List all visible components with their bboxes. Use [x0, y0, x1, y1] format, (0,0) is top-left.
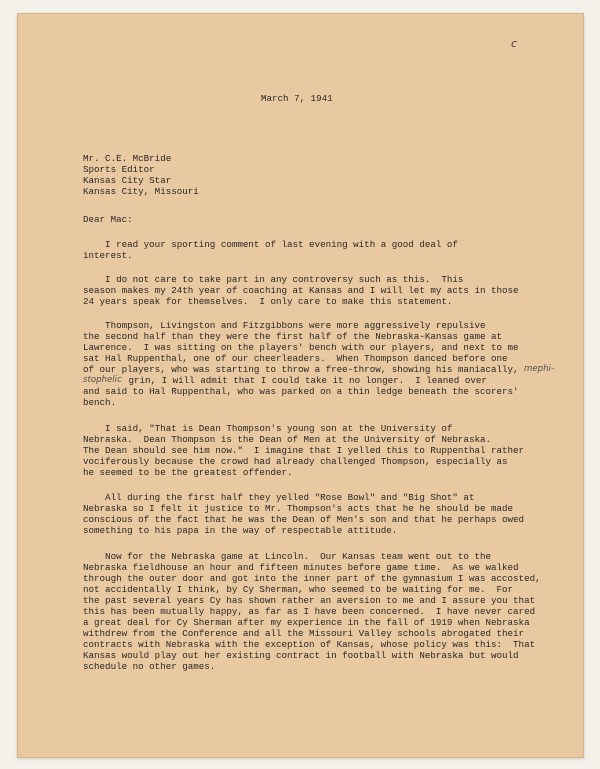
text-line: The Dean should see him now." I imagine that I yelled this to Ruppenthal rather	[83, 445, 525, 456]
handwritten-insertion: stophelic	[83, 375, 122, 385]
text-line: Kansas would play out her existing contract in football with Nebraska but would	[83, 650, 519, 661]
handwritten-insertion: mephi-	[524, 364, 555, 374]
text-line: something to his papa in the way of respectable attitude.	[83, 525, 398, 536]
text-line: grin, I will admit that I could take it no longer. I leaned over	[123, 375, 487, 386]
text-line: Nebraska so I felt it justice to Mr. Thompson's acts that he he should be made	[83, 503, 514, 514]
address-line: Kansas City Star	[83, 175, 172, 186]
text-line: withdrew from the Conference and all the Missouri Valley schools abrogated their	[83, 628, 525, 639]
text-line: this has been mutually happy, as far as I have been concerned. I have never cared	[83, 606, 536, 617]
text-line: Now for the Nebraska game at Lincoln. Our Kansas team went out to the	[83, 551, 491, 562]
corner-pencil-mark: c	[511, 37, 518, 50]
text-line: Nebraska. Dean Thompson is the Dean of Men at the University of Nebraska.	[83, 434, 491, 445]
text-line: sat Hal Ruppenthal, one of our cheerleaders. When Thompson danced before one	[83, 353, 508, 364]
text-line: vociferously because the crowd had already challenged Thompson, especially as	[83, 456, 508, 467]
letter-page	[17, 13, 584, 758]
text-line: the second half than they were the first half of the Nebraska-Kansas game at	[83, 331, 503, 342]
text-line: Nebraska fieldhouse an hour and fifteen minutes before game time. As we walked	[83, 562, 519, 573]
address-line: Mr. C.E. McBride	[83, 153, 172, 164]
text-line: conscious of the fact that he was the Dean of Men's son and that he perhaps owed	[83, 514, 525, 525]
letter-date: March 7, 1941	[261, 93, 333, 104]
text-line: I read your sporting comment of last evening with a good deal of	[83, 239, 458, 250]
text-line: contracts with Nebraska with the exception of Kansas, whose policy was this: That	[83, 639, 536, 650]
address-line: Kansas City, Missouri	[83, 186, 199, 197]
text-line: All during the first half they yelled "Rose Bowl" and "Big Shot" at	[83, 492, 475, 503]
text-line: of our players, who was starting to throw a free-throw, showing his maniacally,	[83, 364, 519, 375]
text-line: and said to Hal Ruppenthal, who was parked on a thin ledge beneath the scorers'	[83, 386, 519, 397]
text-line: he seemed to be the greatest offender.	[83, 467, 293, 478]
text-line: not accidentally I think, by Cy Sherman, who seemed to be waiting for me. For	[83, 584, 514, 595]
text-line: a great deal for Cy Sherman after my experience in the fall of 1919 when Nebraska	[83, 617, 530, 628]
text-line: the past several years Cy has shown rather an aversion to me and I assure you that	[83, 595, 536, 606]
text-line: 24 years speak for themselves. I only care to make this statement.	[83, 296, 453, 307]
address-line: Sports Editor	[83, 164, 155, 175]
text-line: through the outer door and got into the inner part of the gymnasium I was accosted,	[83, 573, 541, 584]
text-line: interest.	[83, 250, 133, 261]
text-line: bench.	[83, 397, 117, 408]
text-line: Thompson, Livingston and Fitzgibbons were more aggressively repulsive	[83, 320, 486, 331]
text-line: I said, "That is Dean Thompson's young son at the University of	[83, 423, 453, 434]
text-line: schedule no other games.	[83, 661, 216, 672]
text-line: Lawrence. I was sitting on the players' bench with our players, and next to me	[83, 342, 519, 353]
text-line: season makes my 24th year of coaching at Kansas and I will let my acts in those	[83, 285, 519, 296]
salutation: Dear Mac:	[83, 214, 133, 225]
text-line: I do not care to take part in any controversy such as this. This	[83, 274, 464, 285]
